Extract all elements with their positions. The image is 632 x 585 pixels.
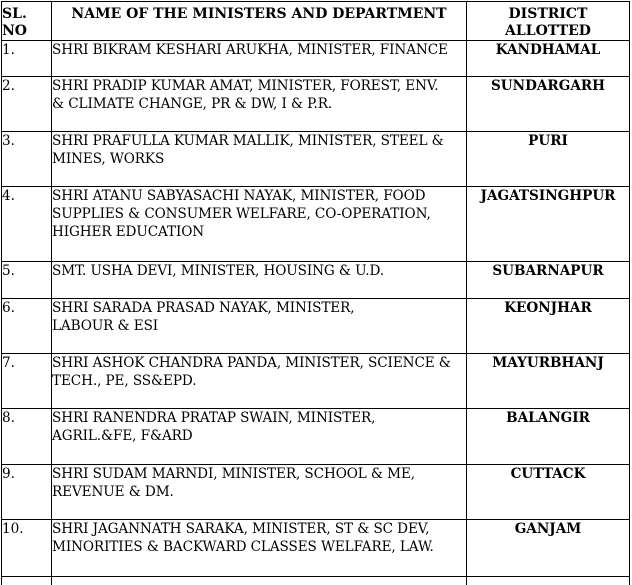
row-district: MAYURBHANJ bbox=[467, 354, 630, 409]
row-sl-no: 5. bbox=[2, 262, 52, 299]
table-row bbox=[2, 187, 630, 262]
row-minister-department bbox=[52, 132, 467, 187]
row-sl-no: 1. bbox=[2, 41, 52, 77]
header-sl-no bbox=[2, 2, 52, 41]
row-minister-department bbox=[52, 354, 467, 409]
row-district: JAGATSINGHPUR bbox=[467, 187, 630, 262]
minister-text-line: SHRI SARADA PRASAD NAYAK, MINISTER, bbox=[52, 300, 355, 316]
table-row bbox=[2, 299, 630, 354]
minister-text-line: SHRI JAGANNATH SARAKA, MINISTER, ST & SC DEV, bbox=[52, 521, 430, 537]
minister-text-line: SHRI PRADIP KUMAR AMAT, MINISTER, FOREST, ENV. bbox=[52, 78, 439, 94]
table-row bbox=[2, 77, 630, 132]
minister-text-line: SHRI PRAFULLA KUMAR MALLIK, MINISTER, STEEL & bbox=[52, 133, 444, 149]
header-district-line2: ALLOTTED bbox=[505, 23, 591, 39]
table-row bbox=[2, 41, 630, 77]
minister-text-line: TECH., PE, SS&EPD. bbox=[52, 373, 197, 389]
row-minister-department bbox=[52, 77, 467, 132]
header-sl-line1: SL. bbox=[2, 6, 27, 22]
minister-text-line: SHRI ASHOK CHANDRA PANDA, MINISTER, SCIENCE & bbox=[52, 355, 451, 371]
row-district: KANDHAMAL bbox=[467, 41, 630, 77]
row-minister-department bbox=[52, 409, 467, 465]
row-sl-no: 10. bbox=[2, 520, 52, 577]
table-row bbox=[2, 132, 630, 187]
row-district: PURI bbox=[467, 132, 630, 187]
minister-text-line: SHRI SUDAM MARNDI, MINISTER, SCHOOL & ME, bbox=[52, 466, 416, 482]
row-district: GANJAM bbox=[467, 520, 630, 577]
row-minister-department bbox=[52, 262, 467, 299]
row-minister-department bbox=[52, 299, 467, 354]
table-row bbox=[2, 465, 630, 520]
table-row bbox=[2, 409, 630, 465]
minister-text-line: SMT. USHA DEVI, MINISTER, HOUSING & U.D. bbox=[52, 263, 384, 279]
row-district: SUNDARGARH bbox=[467, 77, 630, 132]
row-district: SUBARNAPUR bbox=[467, 262, 630, 299]
minister-text-line: & CLIMATE CHANGE, PR & DW, I & P.R. bbox=[52, 96, 333, 112]
table-header-row bbox=[2, 2, 630, 41]
row-sl-no: 9. bbox=[2, 465, 52, 520]
minister-text-line: SHRI BIKRAM KESHARI ARUKHA, MINISTER, FINANCE bbox=[52, 42, 448, 58]
table-row bbox=[2, 354, 630, 409]
minister-text-line: MINES, WORKS bbox=[52, 151, 165, 167]
minister-text-line: LABOUR & ESI bbox=[52, 318, 159, 334]
header-minister-name: NAME OF THE MINISTERS AND DEPARTMENT bbox=[52, 2, 467, 41]
row-district: KEONJHAR bbox=[467, 299, 630, 354]
minister-text-line: HIGHER EDUCATION bbox=[52, 224, 205, 240]
row-sl-no: 8. bbox=[2, 409, 52, 465]
minister-text-line: SHRI RANENDRA PRATAP SWAIN, MINISTER, bbox=[52, 410, 376, 426]
row-sl-no: 6. bbox=[2, 299, 52, 354]
header-sl-line2: NO bbox=[2, 23, 27, 39]
minister-text-line: REVENUE & DM. bbox=[52, 484, 174, 500]
minister-text-line: SHRI ATANU SABYASACHI NAYAK, MINISTER, FOOD bbox=[52, 188, 426, 204]
table-row bbox=[2, 262, 630, 299]
minister-text-line: AGRIL.&FE, F&ARD bbox=[52, 428, 193, 444]
table-row bbox=[2, 520, 630, 577]
row-district: CUTTACK bbox=[467, 465, 630, 520]
header-district-line1: DISTRICT bbox=[508, 6, 588, 22]
minister-text-line: SUPPLIES & CONSUMER WELFARE, CO-OPERATION, bbox=[52, 206, 431, 222]
row-minister-department bbox=[52, 465, 467, 520]
row-minister-department bbox=[52, 41, 467, 77]
row-sl-no: 4. bbox=[2, 187, 52, 262]
header-district bbox=[467, 2, 630, 41]
row-minister-department bbox=[52, 520, 467, 577]
row-sl-no: 3. bbox=[2, 132, 52, 187]
ministers-district-table bbox=[1, 1, 630, 585]
row-minister-department bbox=[52, 187, 467, 262]
row-sl-no: 7. bbox=[2, 354, 52, 409]
row-district: BALANGIR bbox=[467, 409, 630, 465]
row-sl-no: 2. bbox=[2, 77, 52, 132]
minister-text-line: MINORITIES & BACKWARD CLASSES WELFARE, LAW. bbox=[52, 539, 434, 555]
